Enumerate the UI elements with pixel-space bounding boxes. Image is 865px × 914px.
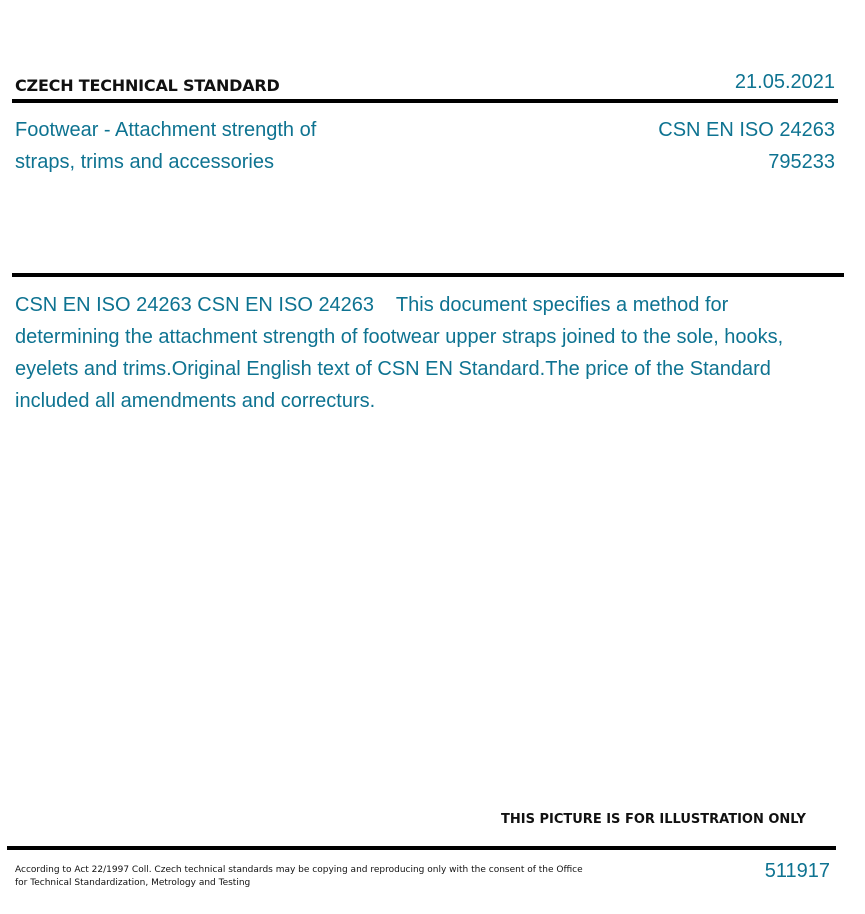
legal-notice [15,864,585,890]
header-divider [12,99,838,103]
legal-notice-line-1: According to Act 22/1997 Coll. Czech technical standards may be copying and reproducing only with the consent of the Office [15,865,583,875]
catalog-number: 511917 [764,860,830,882]
standard-class-number: 795233 [768,151,835,173]
abstract-divider [12,273,844,277]
footer-divider [7,846,836,850]
standard-title-line-1: Footwear - Attachment strength of [15,119,317,141]
document-category-heading: CZECH TECHNICAL STANDARD [15,76,280,95]
illustration-disclaimer: THIS PICTURE IS FOR ILLUSTRATION ONLY [501,812,806,827]
standard-title [15,114,415,178]
legal-notice-line-2: for Technical Standardization, Metrology and Testing [15,878,251,888]
abstract-text: CSN EN ISO 24263 CSN EN ISO 24263 This document specifies a method for determining the attachment strength of footwear upper straps joined to the sole, hooks, eyelets and trims.Original English text of CSN EN Standard.The price of the Standard included all amendments and correcturs. [15,294,784,412]
publication-date: 21.05.2021 [734,71,835,93]
standard-code: CSN EN ISO 24263 [658,119,835,141]
standard-identifiers [658,114,835,178]
standard-title-line-2: straps, trims and accessories [15,151,274,173]
